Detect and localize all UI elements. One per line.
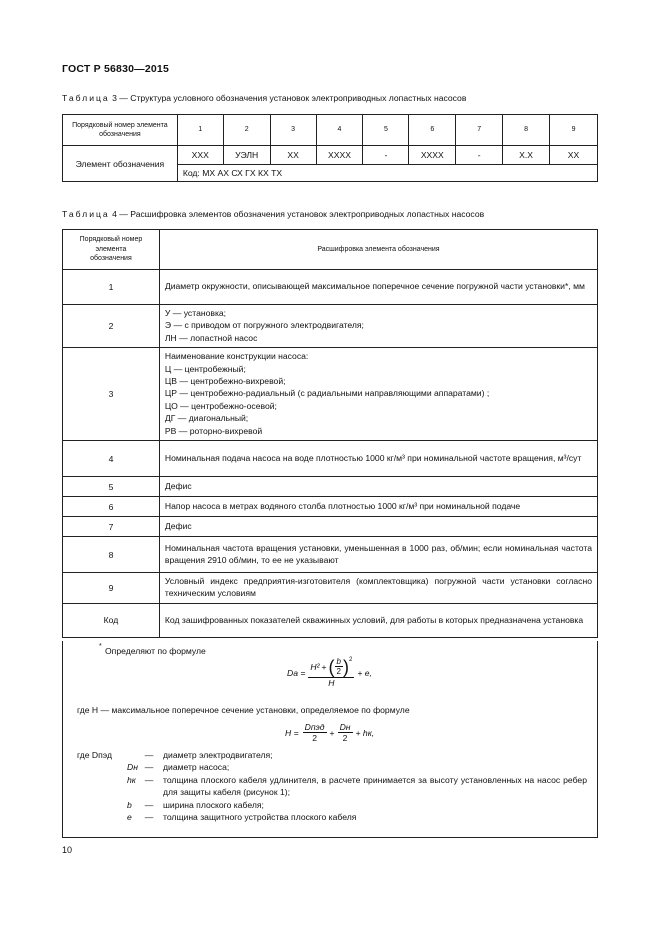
footnote-star: * <box>99 643 102 650</box>
table4-col2-header: Расшифровка элемента обозначения <box>159 230 597 270</box>
formula-da-b: b <box>336 657 341 666</box>
table4-row <box>63 517 598 537</box>
table3-col-3: 3 <box>270 115 316 146</box>
description-line: РВ — роторно-вихревой <box>164 425 263 436</box>
table4-row <box>63 537 598 573</box>
table3-value-2: УЭЛН <box>223 146 270 165</box>
table4-row-description <box>159 573 597 604</box>
description-line: ЦВ — центробежно-вихревой; <box>164 376 286 387</box>
formula-h-plus: + <box>329 727 335 738</box>
formula-da-fraction: H² + ( $\frac{b}{2}$ ) $^2$ H <box>310 656 353 688</box>
doc-header: ГОСТ Р 56830—2015 <box>62 63 170 75</box>
formula-da-den: H <box>328 678 335 688</box>
table4-row-description <box>159 270 597 305</box>
footnote-intro: Определяют по формуле <box>105 646 206 656</box>
table3-value-9: ХХ <box>550 146 598 165</box>
definition-text: диаметр насоса; <box>163 762 230 773</box>
table3-col-8: 8 <box>503 115 550 146</box>
table3-value-8: Х.Х <box>503 146 550 165</box>
definition-symbol: b <box>127 799 132 810</box>
table3-col-1: 1 <box>177 115 223 146</box>
table3 <box>62 114 598 182</box>
definition-row <box>77 749 587 761</box>
table3-value-3: ХХ <box>270 146 316 165</box>
table4-row <box>63 573 598 604</box>
description-line: У — установка; <box>164 308 227 318</box>
description-line: Наименование конструкции насоса: <box>164 351 309 362</box>
table4-row <box>63 603 598 637</box>
table3-value-7: - <box>456 146 503 165</box>
formula-da-lhs: Da = <box>287 667 306 678</box>
table4-row-number: 5 <box>63 477 160 497</box>
definition-symbol: где Dпэд <box>77 750 112 760</box>
table4-row-number: 8 <box>63 537 160 573</box>
table4-row-number: 9 <box>63 573 160 604</box>
table4-row-description <box>159 517 597 537</box>
description-line: Код зашифрованных показателей скважинных условий, для работы в которых предназначена установка <box>164 614 584 625</box>
description-line: ЛН — лопастной насос <box>164 332 258 343</box>
table3-value-4: ХХХХ <box>316 146 363 165</box>
formula-h-lhs: H = <box>285 727 299 738</box>
table3-col-2: 2 <box>223 115 270 146</box>
table3-row-header: Порядковый номер элемента обозначения <box>63 115 178 146</box>
description-line: ДГ — диагональный; <box>164 413 249 424</box>
formula-h-n2: Dн <box>339 722 351 732</box>
description-line: Ц — центробежный; <box>164 363 246 374</box>
description-line: Дефис <box>164 520 192 531</box>
definition-row <box>77 811 587 823</box>
definition-dash: — <box>144 799 154 810</box>
formula-da-plus: + <box>321 661 327 672</box>
table3-caption <box>62 93 466 103</box>
table4-row-number: 6 <box>63 497 160 517</box>
description-line: Условный индекс предприятия-изготовителя (комплектовщика) погружной части установки согласно техническим условиям <box>164 576 592 599</box>
definition-text: толщина защитного устройства плоского кабеля <box>163 812 357 823</box>
table3-value-5: - <box>363 146 409 165</box>
formula-da <box>287 657 372 688</box>
definition-dash: — <box>144 812 154 823</box>
formula-h <box>285 722 374 743</box>
table4-row-description <box>159 348 597 441</box>
page-number: 10 <box>62 845 73 855</box>
formula-da-square: 2 <box>348 657 353 663</box>
where-h-text: где H — максимальное поперечное сечение установки, определяемое по формуле <box>77 705 410 715</box>
table3-value-1: ХХХ <box>177 146 223 165</box>
description-line: Э — с приводом от погружного электродвигателя; <box>164 320 364 331</box>
table3-caption-label: Таблица <box>62 93 110 103</box>
table4 <box>62 229 598 638</box>
table4-row-number: Код <box>63 603 160 637</box>
table4-row-number: 3 <box>63 348 160 441</box>
description-line: ЦО — центробежно-осевой; <box>164 400 277 411</box>
table4-col1-header: Порядковый номер элемента обозначения <box>63 230 160 270</box>
formula-da-tail: + e, <box>357 667 372 678</box>
formula-da-two: 2 <box>336 667 341 676</box>
table3-col-6: 6 <box>409 115 456 146</box>
table4-row <box>63 441 598 477</box>
definition-text: диаметр электродвигателя; <box>163 750 273 760</box>
table4-caption-text: 4 — Расшифровка элементов обозначения установок электроприводных лопастных насосов <box>112 209 485 219</box>
table4-footnote <box>62 641 598 838</box>
formula-h-d2: 2 <box>342 733 348 743</box>
formula-h-d1: 2 <box>312 733 317 743</box>
table3-col-9: 9 <box>550 115 598 146</box>
table4-row-description <box>159 477 597 497</box>
description-line: Диаметр окружности, описывающей максимальное поперечное сечение погружной части установки*, мм <box>164 281 585 292</box>
table4-row <box>63 497 598 517</box>
definition-text: ширина плоского кабеля; <box>163 799 264 810</box>
table3-caption-text: 3 — Структура условного обозначения установок электроприводных лопастных насосов <box>112 93 467 103</box>
formula-h-n1: Dпэд <box>304 722 325 732</box>
table4-row-description <box>159 305 597 348</box>
formula-da-h2: H² <box>310 661 320 672</box>
definition-row <box>77 774 587 799</box>
table4-row <box>63 477 598 497</box>
definition-text: толщина плоского кабеля удлинителя, в расчете принимается за высоту установленных на насос ребер для защиты кабеля (рисунок 1); <box>163 774 587 798</box>
definition-symbol: e <box>127 812 132 823</box>
table4-row-description <box>159 441 597 477</box>
table4-row-description <box>159 603 597 637</box>
table4-row-number: 4 <box>63 441 160 477</box>
table3-col-7: 7 <box>456 115 503 146</box>
table4-row-number: 7 <box>63 517 160 537</box>
description-line: Номинальная частота вращения установки, уменьшенная в 1000 раз, об/мин; если номинальная частота вращения 2910 об/мин, то ее не указывают <box>164 542 592 566</box>
table4-row-description <box>159 497 597 517</box>
table4-row <box>63 348 598 441</box>
definitions-list <box>77 749 587 823</box>
definition-symbol: hк <box>127 774 136 785</box>
table4-row-number: 2 <box>63 305 160 348</box>
description-line: Дефис <box>164 480 192 491</box>
table3-col-4: 4 <box>316 115 363 146</box>
table4-caption <box>62 209 484 219</box>
description-line: ЦР — центробежно-радиальный (с радиальными направляющими аппаратами) ; <box>164 388 490 399</box>
description-line: Напор насоса в метрах водяного столба плотностью 1000 кг/м³ при номинальной подаче <box>164 500 521 511</box>
table3-row-label: Элемент обозначения <box>63 146 178 182</box>
table3-value-6: ХХХХ <box>409 146 456 165</box>
table3-code-line: Код: МХ АХ СХ ГХ КХ ТХ <box>177 165 597 182</box>
table4-row-number: 1 <box>63 270 160 305</box>
table4-caption-label: Таблица <box>62 209 110 219</box>
definition-dash: — <box>144 750 154 760</box>
table4-row <box>63 270 598 305</box>
definition-row <box>77 799 587 811</box>
table4-row <box>63 305 598 348</box>
definition-row <box>77 761 587 773</box>
table3-col-5: 5 <box>363 115 409 146</box>
definition-dash: — <box>144 762 154 773</box>
table4-row-description <box>159 537 597 573</box>
definition-symbol: Dн <box>127 762 138 773</box>
description-line: Номинальная подача насоса на воде плотностью 1000 кг/м³ при номинальной частоте вращения, м³/сут <box>164 452 582 463</box>
definition-dash: — <box>144 774 154 785</box>
formula-h-tail: + hк, <box>355 727 375 738</box>
